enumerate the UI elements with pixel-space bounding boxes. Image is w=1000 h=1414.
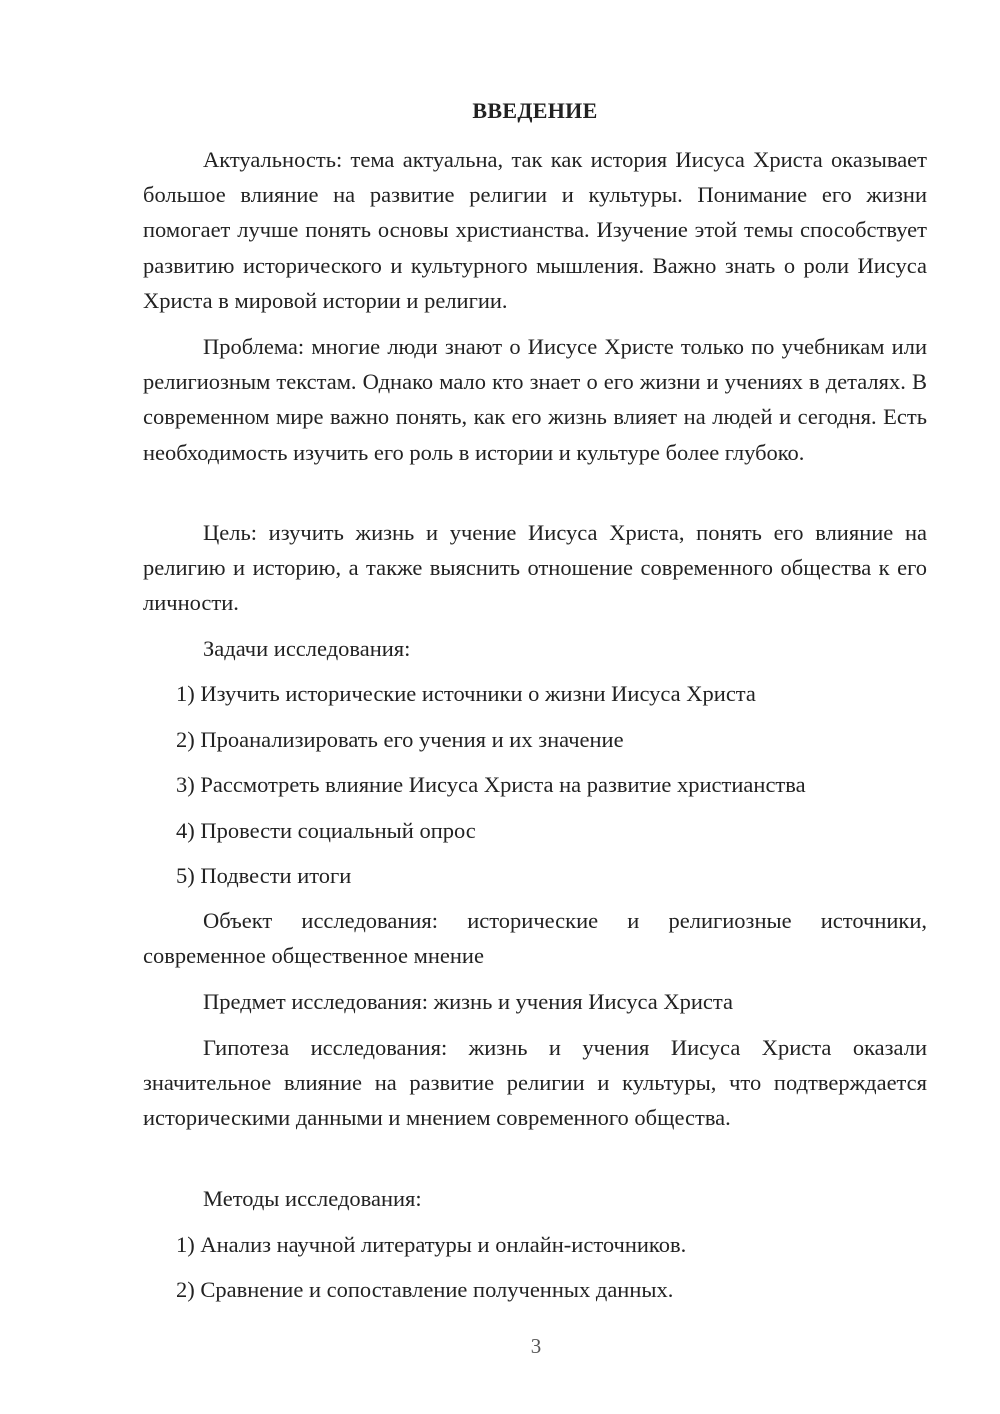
goal-paragraph: Цель: изучить жизнь и учение Иисуса Христа, понять его влияние на религию и историю, а также выяснить отношение современного общества к его личности. xyxy=(143,520,927,616)
task-item-5: 5) Подвести итоги xyxy=(176,863,352,888)
relevance-paragraph: Актуальность: тема актуальна, так как история Иисуса Христа оказывает большое влияние на развитие религии и культуры. Понимание его жизни помогает лучше понять основы христианства. Изучение этой темы способствует развитию исторического и культурного мышления. Важно знать о роли Иисуса Христа в мировой истории и религии. xyxy=(143,147,927,313)
method-item-2: 2) Сравнение и сопоставление полученных данных. xyxy=(176,1277,674,1302)
task-item-4: 4) Провести социальный опрос xyxy=(176,818,476,843)
task-item-2: 2) Проанализировать его учения и их значение xyxy=(176,727,624,752)
page-number: 3 xyxy=(530,1334,542,1358)
problem-paragraph: Проблема: многие люди знают о Иисусе Христе только по учебникам или религиозным текстам. Однако мало кто знает о его жизни и учениях в деталях. В современном мире важно понять, как его жизнь влияет на людей и сегодня. Есть необходимость изучить его роль в истории и культуре более глубоко. xyxy=(143,334,927,465)
task-item-1: 1) Изучить исторические источники о жизни Иисуса Христа xyxy=(176,681,756,706)
subject-line: Предмет исследования: жизнь и учения Иисуса Христа xyxy=(203,989,733,1014)
section-heading: ВВЕДЕНИЕ xyxy=(472,98,598,123)
tasks-title: Задачи исследования: xyxy=(203,636,411,661)
task-item-3: 3) Рассмотреть влияние Иисуса Христа на развитие христианства xyxy=(176,772,806,797)
hypothesis-paragraph: Гипотеза исследования: жизнь и учения Иисуса Христа оказали значительное влияние на развитие религии и культуры, что подтверждается историческими данными и мнением современного общества. xyxy=(143,1035,927,1131)
methods-title: Методы исследования: xyxy=(203,1186,422,1211)
method-item-1: 1) Анализ научной литературы и онлайн-источников. xyxy=(176,1232,687,1257)
object-paragraph: Объект исследования: исторические и религиозные источники, современное общественное мнение xyxy=(143,908,927,969)
